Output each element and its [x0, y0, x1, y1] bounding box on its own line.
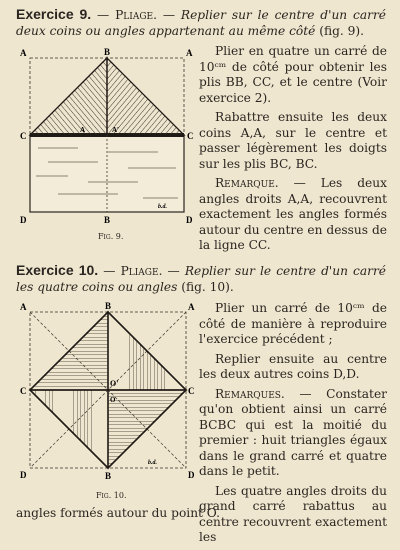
remark-text: — Constater qu'on obtient ainsi un carré BCBC qui est la moitié du premier : huit triangles égaux dans le grand carré et quatre dans le petit. — [199, 386, 387, 478]
label-b-bottom: B — [104, 215, 111, 225]
exercise-9-subtitle: Replier sur le centre d'un carré deux coins ou angles appartenant au même côté — [16, 8, 386, 38]
exercise-10-subtitle: Replier sur le centre d'un carré les quatre coins ou angles — [16, 264, 387, 294]
separator: — — [156, 8, 181, 22]
label-b-top: B — [105, 302, 112, 311]
figure-10 — [18, 302, 198, 492]
label-a-right: A — [188, 302, 195, 312]
label-a-inner-right: A' — [112, 126, 119, 134]
label-c-left: C — [20, 386, 27, 396]
label-o-prime: O' — [110, 379, 119, 388]
exercise-10-heading — [16, 262, 386, 295]
exercise-9-para-2: Rabattre ensuite les deux coins A,A, sur le centre et passer légèrement les doigts sur les plis BC, BC. — [199, 110, 387, 171]
separator: — — [162, 264, 185, 278]
label-a-left: A — [20, 302, 27, 312]
label-b-top: B — [104, 48, 111, 57]
exercise-10-para-1: Plier un carré de 10ᶜᵐ de côté de manière à reproduire l'exercice précédent ; — [199, 301, 387, 346]
exercise-10-para-last: Les quatre angles droits du grand carré rabattus au centre recouvrent exactement les — [199, 483, 387, 544]
exercise-10-remark — [199, 387, 387, 480]
engraver-signature: b.d. — [148, 460, 157, 466]
remark-text: — Les deux angles droits A,A, recouvrent exactement les angles formés autour du centre en dessus de la ligne CC. — [199, 176, 387, 252]
exercise-10-title: Exercice 10. — [16, 262, 99, 278]
exercise-9-text — [199, 44, 387, 258]
label-d-left: D — [20, 215, 27, 225]
label-a-left: A — [20, 48, 27, 58]
label-d-right: D — [186, 215, 193, 225]
label-d-right: D — [188, 470, 195, 480]
label-c-right: C — [188, 386, 195, 396]
exercise-9-label: Pliage. — [115, 8, 157, 22]
label-o: O — [110, 396, 116, 404]
exercise-10-figref: (fig. 10). — [177, 280, 234, 294]
exercise-9-heading — [16, 6, 386, 39]
exercise-9-para-1: Plier en quatre un carré de 10ᶜᵐ de côté pour obtenir les plis BB, CC, et le centre (Voir exercice 2). — [199, 44, 387, 105]
folded-corner-right — [107, 58, 184, 135]
remark-label: Remarque. — [215, 176, 279, 190]
exercise-10-label: Pliage. — [120, 264, 163, 278]
label-d-left: D — [20, 470, 27, 480]
exercise-10-para-2: Replier ensuite au centre les deux autres coins D,D. — [199, 351, 387, 381]
figure-10-caption: Fig. 10. — [96, 491, 127, 500]
exercise-10-tail: angles formés autour du point O. — [16, 506, 220, 520]
remark-label: Remarques. — [215, 386, 285, 401]
separator: — — [98, 264, 121, 278]
figure-9-caption: Fig. 9. — [98, 232, 124, 241]
label-c-right: C — [187, 131, 194, 141]
exercise-9-title: Exercice 9. — [16, 6, 92, 22]
folded-corner-left — [30, 58, 107, 135]
exercise-9-remark — [199, 176, 387, 254]
separator: — — [91, 8, 116, 22]
label-b-bottom: B — [105, 471, 112, 481]
label-a-inner-left: A — [80, 126, 86, 134]
engraver-signature: b.d. — [158, 204, 167, 210]
label-c-left: C — [20, 131, 27, 141]
figure-9 — [18, 48, 196, 244]
label-a-right: A — [186, 48, 193, 58]
exercise-9-figref: (fig. 9). — [315, 24, 365, 38]
